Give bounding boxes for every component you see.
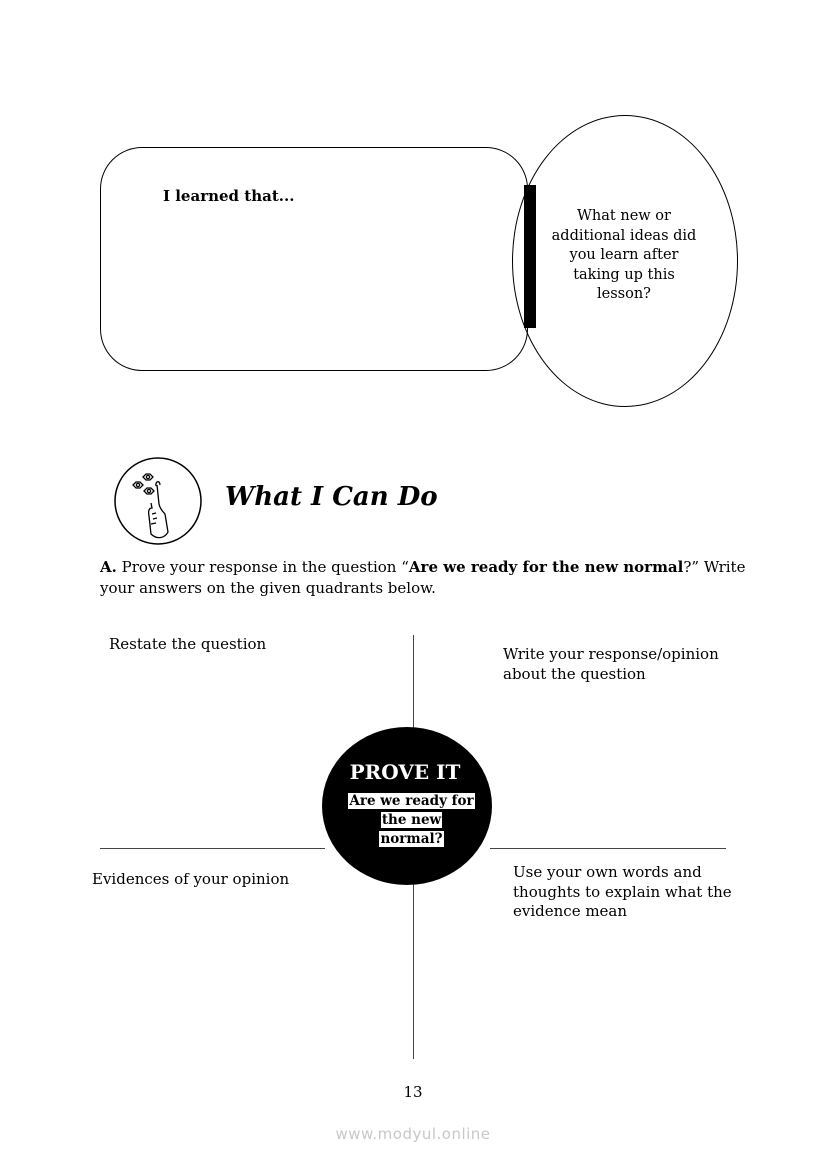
watermark: www.modyul.online xyxy=(335,1125,491,1143)
prove-it-line-3: normal? xyxy=(380,831,443,847)
quadrant-top-right: Write your response/opinion about the question xyxy=(503,645,719,683)
instruction xyxy=(100,557,746,599)
instruction-question: Are we ready for the new normal xyxy=(408,558,684,576)
learned-label: I learned that... xyxy=(163,187,295,205)
vertical-divider-top xyxy=(413,635,414,730)
prove-it-line-2: the new xyxy=(381,812,442,828)
instruction-letter: A. xyxy=(100,558,117,576)
page-number: 13 xyxy=(403,1083,423,1101)
prove-it-line-1: Are we ready for xyxy=(349,793,474,809)
instruction-line-2: your answers on the given quadrants below. xyxy=(100,579,436,597)
instruction-text-before: Prove your response in the question “ xyxy=(116,558,409,576)
prove-it-title: PROVE IT xyxy=(349,760,461,784)
section-title: What I Can Do xyxy=(225,482,438,512)
hand-gears-icon xyxy=(113,456,203,546)
quadrant-bottom-left: Evidences of your opinion xyxy=(92,870,290,888)
quadrant-bottom-right: Use your own words and thoughts to explain what the evidence mean xyxy=(513,863,732,920)
instruction-text-after: ?” Write xyxy=(683,558,746,576)
learned-prompt: What new or additional ideas did you learn after taking up this lesson? xyxy=(551,208,697,302)
learned-box xyxy=(100,147,528,371)
connector-bar xyxy=(524,185,536,328)
quadrant-top-left: Restate the question xyxy=(109,635,267,653)
prove-it-question xyxy=(340,792,483,849)
vertical-divider-bottom xyxy=(413,884,414,1059)
horizontal-divider-right xyxy=(490,848,726,849)
instruction-line-1 xyxy=(100,557,746,578)
horizontal-divider-left xyxy=(100,848,325,849)
